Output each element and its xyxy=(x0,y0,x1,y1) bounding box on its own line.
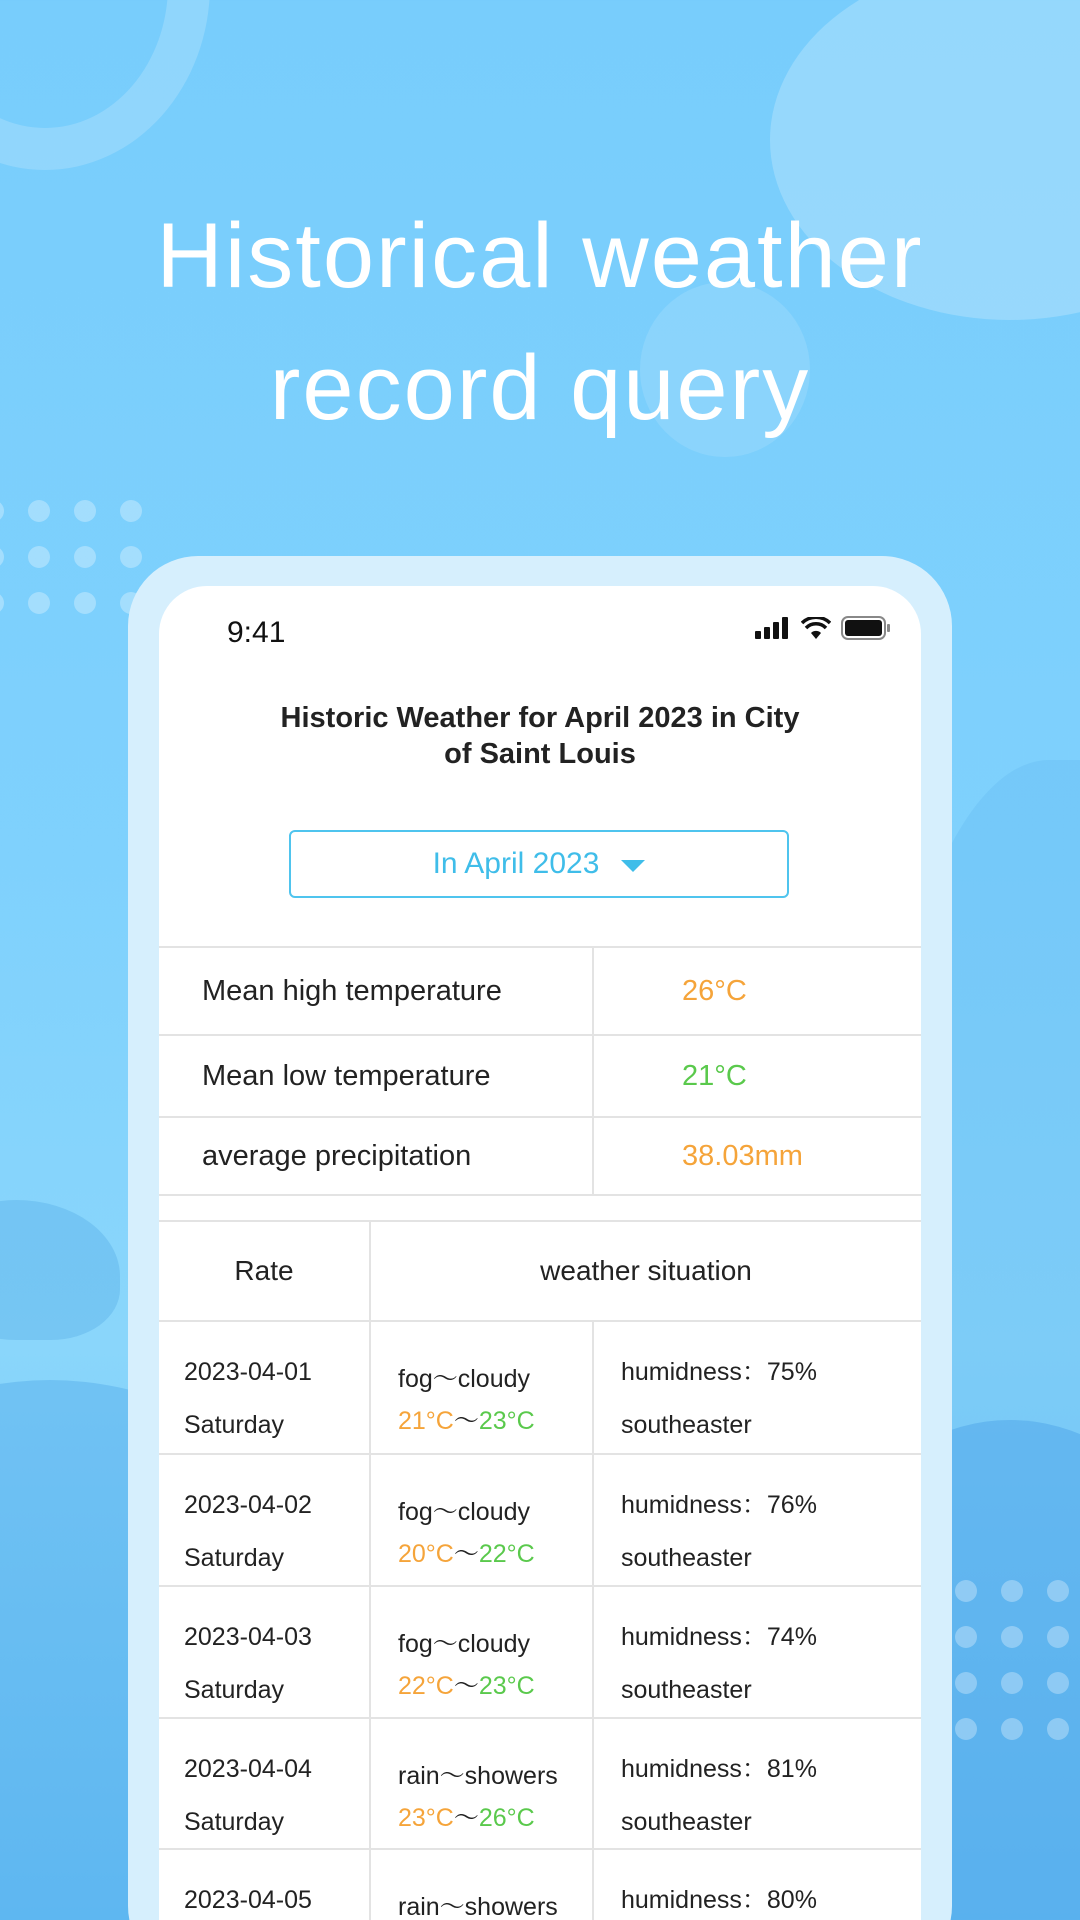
weekday-text: Saturday xyxy=(184,1808,285,1836)
weekday-text: Saturday xyxy=(184,1676,285,1704)
condition-cell xyxy=(371,1455,594,1585)
wifi-icon xyxy=(801,617,831,639)
decor-dots-left xyxy=(0,500,142,614)
temp-separator: ～ xyxy=(453,1407,479,1435)
condition-cell xyxy=(371,1719,594,1848)
detail-cell xyxy=(594,1719,921,1848)
condition-cell xyxy=(371,1850,594,1920)
humidity-text: humidness：75% xyxy=(621,1358,817,1386)
summary-label: Mean high temperature xyxy=(159,948,594,1034)
temp-separator: ～ xyxy=(453,1672,479,1700)
temp-separator: ～ xyxy=(453,1804,479,1832)
wind-text: southeaster xyxy=(621,1676,752,1704)
phone-screen xyxy=(159,586,921,1920)
temp-high: 23°C xyxy=(478,1407,535,1435)
temp-low: 22°C xyxy=(398,1672,454,1700)
date-cell xyxy=(159,1587,371,1717)
page-title: Historic Weather for April 2023 in City of Saint Louis xyxy=(280,702,800,770)
status-icons xyxy=(755,616,891,640)
headline-line-1: Historical weather xyxy=(156,205,924,307)
condition-text: rain～showers xyxy=(398,1762,558,1790)
summary-value: 26°C xyxy=(682,974,747,1007)
column-header-rate: Rate xyxy=(159,1222,371,1320)
humidity-text: humidness：74% xyxy=(621,1623,817,1651)
condition-cell xyxy=(371,1322,594,1453)
status-time: 9:41 xyxy=(227,616,286,649)
summary-value: 21°C xyxy=(682,1059,747,1092)
humidity-text: humidness：81% xyxy=(621,1755,817,1783)
detail-cell xyxy=(594,1322,921,1453)
date-cell xyxy=(159,1322,371,1453)
condition-text: fog～cloudy xyxy=(398,1365,531,1393)
date-text: 2023-04-04 xyxy=(184,1755,312,1783)
table-row[interactable] xyxy=(159,1719,921,1850)
promo-headline xyxy=(0,190,1080,454)
detail-cell xyxy=(594,1455,921,1585)
summary-row xyxy=(159,948,921,1036)
weekday-text: Saturday xyxy=(184,1411,285,1439)
temp-separator: ～ xyxy=(453,1540,479,1568)
condition-text: fog～cloudy xyxy=(398,1498,531,1526)
summary-table xyxy=(159,946,921,1196)
wind-text: southeaster xyxy=(621,1808,752,1836)
table-row[interactable] xyxy=(159,1322,921,1455)
temp-high: 22°C xyxy=(478,1540,535,1568)
summary-row xyxy=(159,1118,921,1196)
wind-text: southeaster xyxy=(621,1411,752,1439)
temp-high: 26°C xyxy=(478,1804,535,1832)
month-selector-label: In April 2023 xyxy=(432,847,600,880)
date-text: 2023-04-01 xyxy=(184,1358,312,1386)
weekday-text: Saturday xyxy=(184,1544,285,1572)
column-header-weather: weather situation xyxy=(540,1255,752,1286)
detail-cell xyxy=(594,1850,921,1920)
summary-label: Mean low temperature xyxy=(159,1036,594,1116)
signal-icon xyxy=(755,617,791,639)
detail-cell xyxy=(594,1587,921,1717)
table-row[interactable] xyxy=(159,1587,921,1719)
decor-cloud-left xyxy=(0,1200,120,1340)
month-selector[interactable] xyxy=(289,830,789,898)
humidity-text: humidness：76% xyxy=(621,1491,817,1519)
caret-down-icon xyxy=(621,860,645,872)
temp-low: 23°C xyxy=(398,1804,454,1832)
condition-text: fog～cloudy xyxy=(398,1630,531,1658)
decor-dots-right xyxy=(955,1580,1080,1740)
summary-label: average precipitation xyxy=(159,1118,594,1194)
table-row[interactable] xyxy=(159,1850,921,1920)
summary-value: 38.03mm xyxy=(682,1139,803,1172)
date-text: 2023-04-05 xyxy=(184,1886,312,1914)
summary-row xyxy=(159,1036,921,1118)
date-cell xyxy=(159,1455,371,1585)
headline-line-2: record query xyxy=(269,337,811,439)
date-cell xyxy=(159,1850,371,1920)
decor-ring xyxy=(0,0,210,170)
temp-low: 21°C xyxy=(398,1407,454,1435)
records-header xyxy=(159,1222,921,1322)
date-text: 2023-04-02 xyxy=(184,1491,312,1519)
table-row[interactable] xyxy=(159,1455,921,1587)
condition-text: rain～showers xyxy=(398,1893,558,1920)
condition-cell xyxy=(371,1587,594,1717)
humidity-text: humidness：80% xyxy=(621,1886,817,1914)
wind-text: southeaster xyxy=(621,1544,752,1572)
temp-low: 20°C xyxy=(398,1540,454,1568)
date-cell xyxy=(159,1719,371,1848)
date-text: 2023-04-03 xyxy=(184,1623,312,1651)
records-table xyxy=(159,1220,921,1920)
battery-icon xyxy=(841,616,891,640)
temp-high: 23°C xyxy=(478,1672,535,1700)
